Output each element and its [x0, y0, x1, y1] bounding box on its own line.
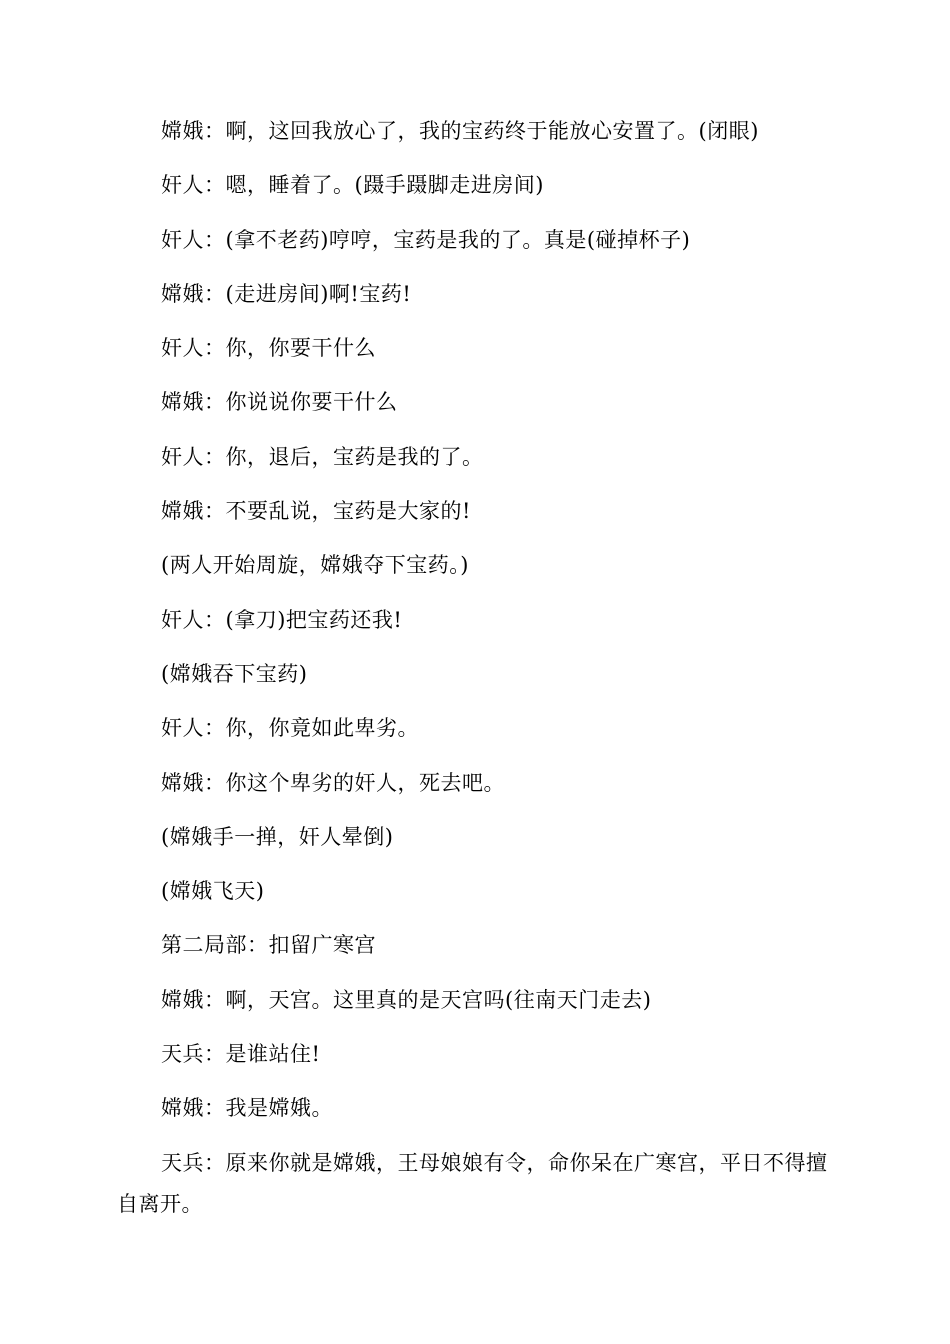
section-heading: 第二局部：扣留广寒宫 — [161, 933, 376, 958]
paragraph: 嫦娥：(走进房间)啊!宝药! — [161, 281, 412, 306]
document-body — [117, 111, 837, 1225]
paragraph: (两人开始周旋，嫦娥夺下宝药。) — [161, 553, 469, 578]
paragraph: 奸人：你，你竟如此卑劣。 — [161, 716, 419, 741]
paragraph: (嫦娥飞天) — [161, 879, 265, 904]
paragraph: 嫦娥：你这个卑劣的奸人，死去吧。 — [161, 770, 505, 795]
paragraph: 奸人：(拿不老药)哼哼，宝药是我的了。真是(碰掉杯子) — [161, 227, 691, 252]
paragraph: 嫦娥：不要乱说，宝药是大家的! — [161, 499, 471, 524]
paragraph: 嫦娥：啊，这回我放心了，我的宝药终于能放心安置了。(闭眼) — [161, 119, 759, 143]
paragraph: 嫦娥：你说说你要干什么 — [161, 390, 398, 415]
paragraph: (嫦娥吞下宝药) — [161, 661, 308, 686]
paragraph: 天兵：是谁站住! — [161, 1042, 321, 1067]
paragraph: 天兵：原来你就是嫦娥，王母娘娘有令，命你呆在广寒宫，平日不得擅自离开。 — [117, 1150, 828, 1216]
paragraph: 奸人：(拿刀)把宝药还我! — [161, 607, 403, 632]
paragraph: 奸人：你，退后，宝药是我的了。 — [161, 444, 484, 469]
paragraph: 奸人：嗯，睡着了。(蹑手蹑脚走进房间) — [161, 173, 544, 198]
paragraph: 嫦娥：我是嫦娥。 — [161, 1096, 333, 1121]
paragraph: 奸人：你，你要干什么 — [161, 336, 376, 361]
paragraph: 嫦娥：啊，天宫。这里真的是天宫吗(往南天门走去) — [161, 987, 652, 1012]
paragraph: (嫦娥手一掸，奸人晕倒) — [161, 824, 394, 849]
